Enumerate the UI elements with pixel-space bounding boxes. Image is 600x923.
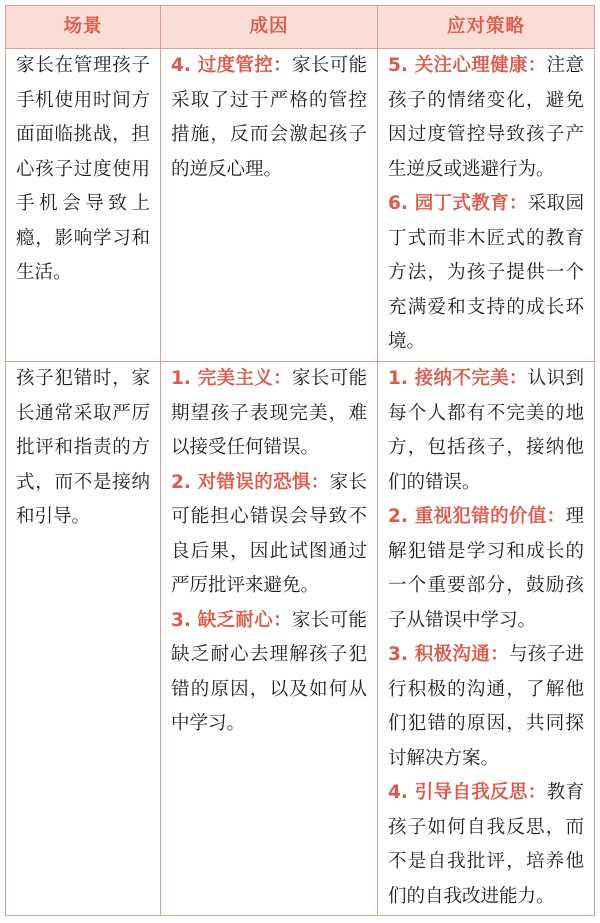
strategy-item — [388, 187, 584, 360]
header-row — [6, 6, 595, 49]
header-strategy: 应对策略 — [378, 6, 595, 49]
strategy-label: 6. 园丁式教育： — [388, 193, 528, 214]
scene-cell — [6, 362, 161, 916]
table-row — [6, 362, 595, 916]
strategy-text: 注意孩子的情绪变化，避免因过度管控导致孩子产生逆反或逃避行为。 — [388, 55, 584, 180]
scene-cell — [6, 49, 161, 362]
header-scene: 场景 — [6, 6, 161, 49]
scene-text: 孩子犯错时，家长通常采取严厉批评和指责的方式，而不是接纳和引导。 — [16, 368, 150, 527]
strategy-text: 与孩子进行积极的沟通，了解他们犯错的原因，共同探讨解决方案。 — [388, 644, 584, 769]
scene-text: 家长在管理孩子手机使用时间方面面临挑战，担心孩子过度使用手机会导致上瘾，影响学习和生活。 — [16, 55, 150, 283]
strategy-text: 采取园丁式而非木匠式的教育方法，为孩子提供一个充满爱和支持的成长环境。 — [388, 193, 584, 352]
strategy-cell — [378, 362, 595, 916]
cause-cell — [161, 362, 378, 916]
strategy-cell — [378, 49, 595, 362]
cause-item — [171, 362, 367, 466]
strategy-item — [388, 362, 584, 500]
header-cause: 成因 — [161, 6, 378, 49]
cause-item — [171, 49, 367, 187]
strategy-text: 认识到每个人都有不完美的地方，包括孩子，接纳他们的错误。 — [388, 368, 584, 493]
cause-text: 家长可能采取了过于严格的管控措施，反而会激起孩子的逆反心理。 — [171, 55, 367, 180]
cause-text: 家长可能期望孩子表现完美，难以接受任何错误。 — [171, 368, 367, 458]
strategy-item — [388, 500, 584, 638]
cause-item — [171, 604, 367, 742]
strategy-label: 3. 积极沟通： — [388, 644, 509, 665]
cause-text: 家长可能缺乏耐心去理解孩子犯错的原因，以及如何从中学习。 — [171, 609, 367, 734]
parenting-strategy-table — [5, 5, 595, 916]
strategy-item — [388, 776, 584, 914]
strategy-item — [388, 638, 584, 776]
table-row — [6, 49, 595, 362]
cause-label: 3. 缺乏耐心： — [171, 609, 292, 631]
cause-cell — [161, 49, 378, 362]
cause-text: 家长可能担心错误会导致不良后果，因此试图通过严厉批评来避免。 — [171, 471, 367, 596]
strategy-text: 教育孩子如何自我反思，而不是自我批评，培养他们的自我改进能力。 — [388, 782, 584, 907]
cause-item — [171, 466, 367, 604]
strategy-label: 4. 引导自我反思： — [388, 782, 547, 803]
cause-label: 4. 过度管控： — [171, 55, 292, 76]
strategy-label: 2. 重视犯错的价值： — [388, 506, 566, 527]
strategy-label: 1. 接纳不完美： — [388, 368, 528, 389]
strategy-item — [388, 49, 584, 187]
cause-label: 2. 对错误的恐惧： — [171, 471, 330, 493]
cause-label: 1. 完美主义： — [171, 368, 292, 389]
strategy-label: 5. 关注心理健康： — [388, 55, 547, 76]
strategy-text: 理解犯错是学习和成长的一个重要部分，鼓励孩子从错误中学习。 — [388, 506, 584, 631]
